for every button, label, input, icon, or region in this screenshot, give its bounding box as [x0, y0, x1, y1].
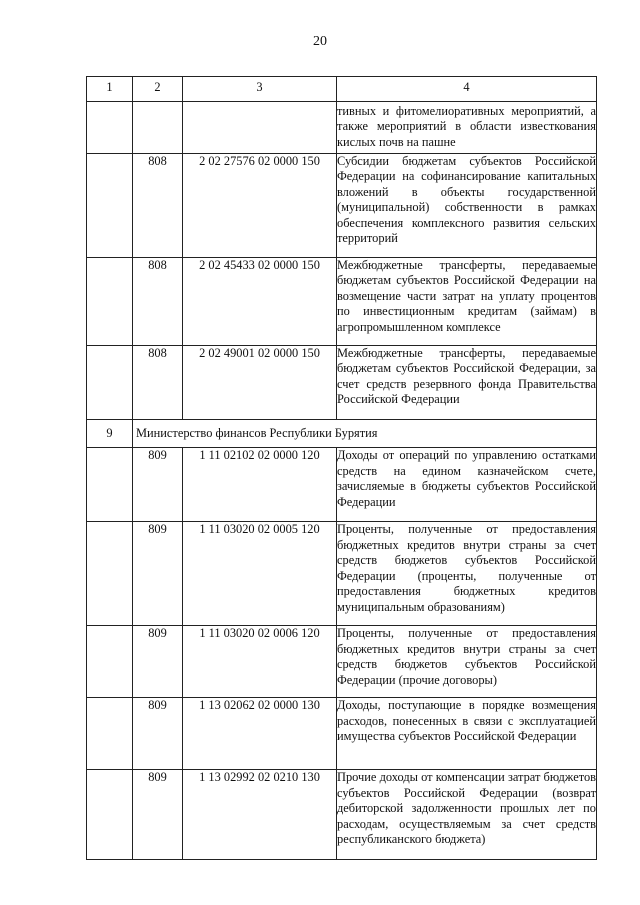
- table-row: [87, 770, 597, 860]
- number-cell: [87, 257, 133, 345]
- page-number: 20: [313, 34, 327, 49]
- kbk-code-cell: 1 13 02062 02 0000 130: [183, 698, 337, 770]
- table-row: [87, 345, 597, 419]
- admin-code-cell: 808: [133, 153, 183, 257]
- number-cell: [87, 345, 133, 419]
- number-cell: [87, 770, 133, 860]
- admin-code-cell: 809: [133, 698, 183, 770]
- kbk-code-cell: 2 02 45433 02 0000 150: [183, 257, 337, 345]
- kbk-code-cell: 2 02 27576 02 0000 150: [183, 153, 337, 257]
- table-row: [87, 522, 597, 626]
- number-cell: [87, 448, 133, 522]
- description-cell: Межбюджетные трансферты, передаваемые бюджетам субъектов Российской Федерации, за счет средств резервного фонда Правительства Российской Федерации: [337, 345, 597, 419]
- admin-code-cell: 809: [133, 522, 183, 626]
- section-number: 9: [87, 419, 133, 448]
- revenue-table: [86, 76, 597, 860]
- description-cell: Доходы от операций по управлению остатками средств на едином казначейском счете, зачисляемые в бюджеты субъектов Российской Федерации: [337, 448, 597, 522]
- number-cell: [87, 153, 133, 257]
- admin-code-cell: 809: [133, 448, 183, 522]
- table-row: [87, 153, 597, 257]
- table-row: [87, 698, 597, 770]
- description-cell: Доходы, поступающие в порядке возмещения расходов, понесенных в связи с эксплуатацией имущества субъектов Российской Федерации: [337, 698, 597, 770]
- kbk-code-cell: 1 11 03020 02 0005 120: [183, 522, 337, 626]
- number-cell: [87, 101, 133, 153]
- description-cell: Проценты, полученные от предоставления бюджетных кредитов внутри страны за счет средств бюджетов субъектов Российской Федерации (проценты, полученные от предоставления бюджетных кредитов муниципальным образованиям): [337, 522, 597, 626]
- header-col-1: 1: [87, 77, 133, 102]
- kbk-code-cell: 1 11 03020 02 0006 120: [183, 626, 337, 698]
- header-col-2: 2: [133, 77, 183, 102]
- kbk-code-cell: 1 13 02992 02 0210 130: [183, 770, 337, 860]
- table-row: [87, 448, 597, 522]
- number-cell: [87, 698, 133, 770]
- description-cell: Субсидии бюджетам субъектов Российской Федерации на софинансирование капитальных вложений в объекты государственной (муниципальной) собственности в рамках обеспечения комплексного развития сельских территорий: [337, 153, 597, 257]
- admin-code-cell: 808: [133, 257, 183, 345]
- description-cell: Межбюджетные трансферты, передаваемые бюджетам субъектов Российской Федерации на возмещение части затрат на уплату процентов по инвестиционным кредитам (займам) в агропромышленном комплексе: [337, 257, 597, 345]
- section-row: [87, 419, 597, 448]
- header-col-4: 4: [337, 77, 597, 102]
- admin-code-cell: 809: [133, 626, 183, 698]
- admin-code-cell: [133, 101, 183, 153]
- section-title: Министерство финансов Республики Бурятия: [133, 419, 597, 448]
- kbk-code-cell: 2 02 49001 02 0000 150: [183, 345, 337, 419]
- admin-code-cell: 809: [133, 770, 183, 860]
- table-row: [87, 257, 597, 345]
- admin-code-cell: 808: [133, 345, 183, 419]
- header-col-3: 3: [183, 77, 337, 102]
- description-cell: Проценты, полученные от предоставления бюджетных кредитов внутри страны за счет средств бюджетов субъектов Российской Федерации (прочие договоры): [337, 626, 597, 698]
- kbk-code-cell: [183, 101, 337, 153]
- table-header-row: [87, 77, 597, 102]
- table-row: [87, 101, 597, 153]
- description-cell: тивных и фитомелиоративных мероприятий, а также мероприятий в области известкования кислых почв на пашне: [337, 101, 597, 153]
- description-cell: Прочие доходы от компенсации затрат бюджетов субъектов Российской Федерации (возврат дебиторской задолженности прошлых лет по расходам, осуществляемым за счет средств республиканского бюджета): [337, 770, 597, 860]
- number-cell: [87, 522, 133, 626]
- number-cell: [87, 626, 133, 698]
- table-row: [87, 626, 597, 698]
- kbk-code-cell: 1 11 02102 02 0000 120: [183, 448, 337, 522]
